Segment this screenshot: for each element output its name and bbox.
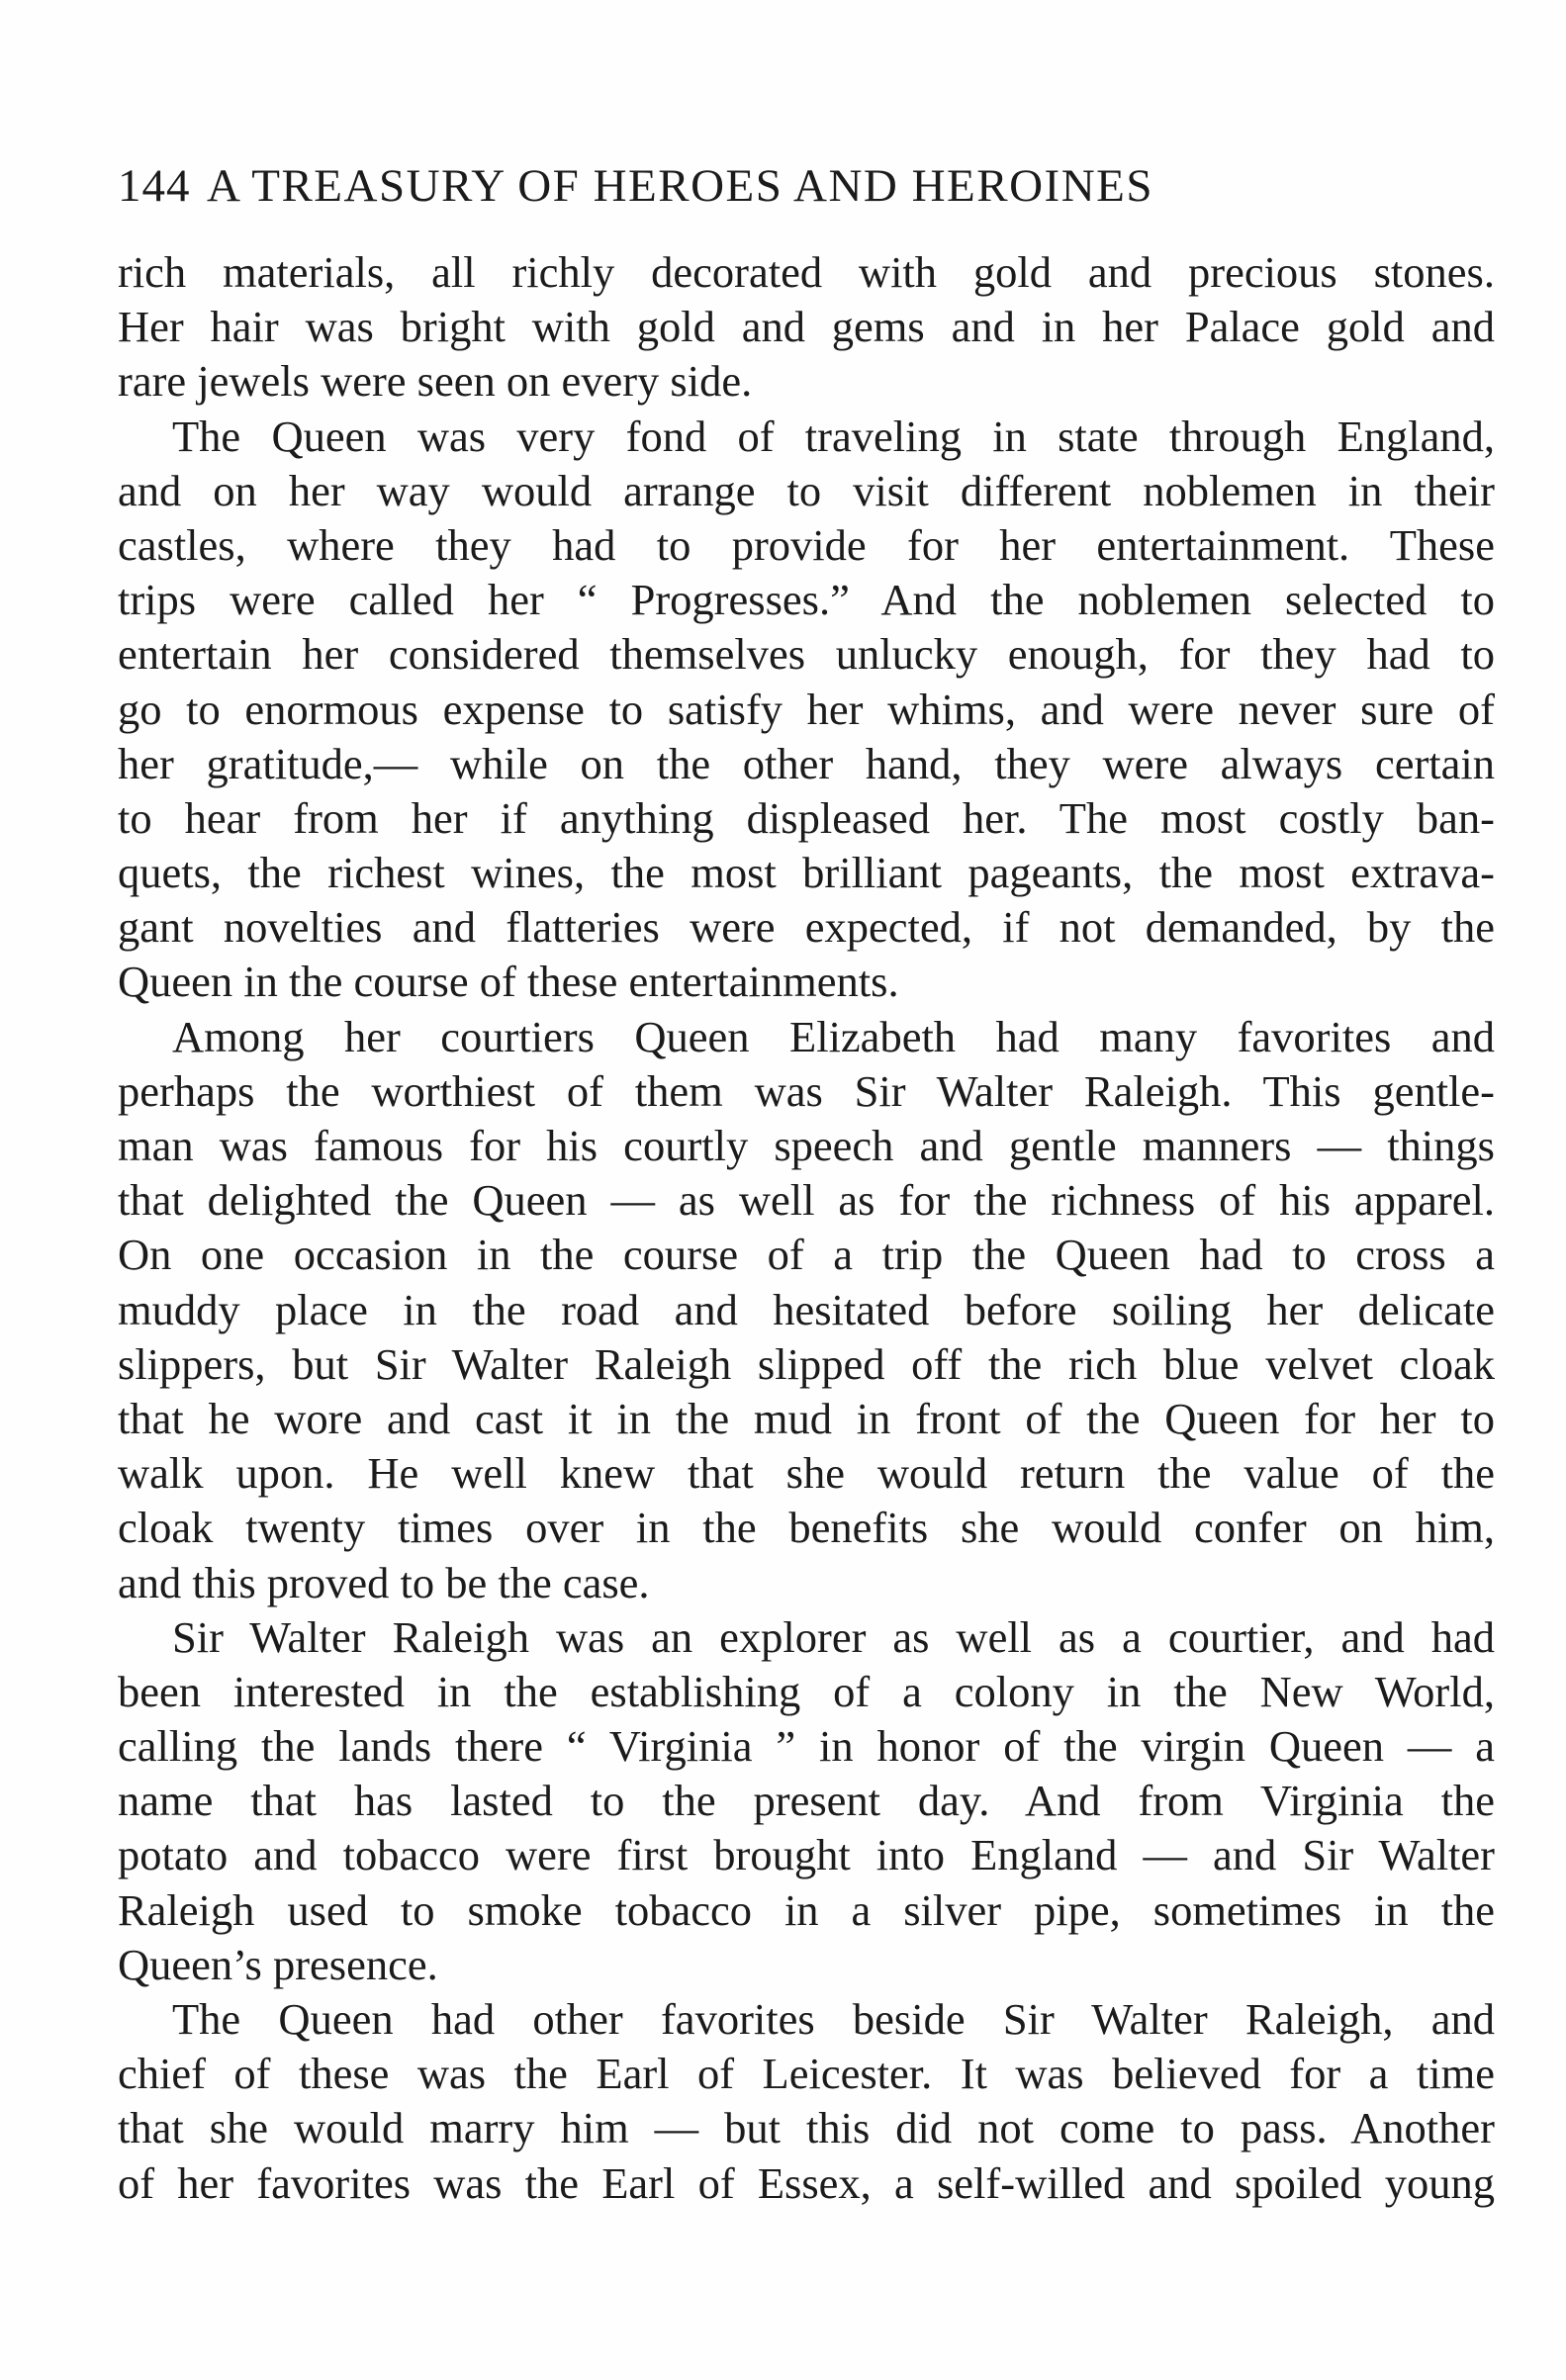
paragraph	[118, 1610, 1495, 1992]
text-line: trips were called her “ Progresses.” And the noblemen selected to	[118, 575, 1495, 625]
text-line: calling the lands there “ Virginia ” in honor of the virgin Queen — a	[118, 1721, 1495, 1772]
text-line: that he wore and cast it in the mud in front of the Queen for her to	[118, 1393, 1495, 1443]
text-line: and this proved to be the case.	[118, 1557, 650, 1607]
text-line: potato and tobacco were first brought into England — and Sir Walter	[118, 1830, 1495, 1880]
text-line: her gratitude,— while on the other hand, they were always certain	[118, 738, 1495, 788]
text-line: Sir Walter Raleigh was an explorer as well as a courtier, and had	[172, 1611, 1495, 1662]
text-line: and on her way would arrange to visit different noblemen in their	[118, 465, 1495, 515]
text-line: Raleigh used to smoke tobacco in a silver pipe, sometimes in the	[118, 1884, 1495, 1935]
text-line: of her favorites was the Earl of Essex, a self-willed and spoiled young	[118, 2157, 1495, 2208]
text-line: rich materials, all richly decorated with gold and precious stones.	[118, 247, 1495, 297]
text-line: been interested in the establishing of a colony in the New World,	[118, 1666, 1495, 1716]
text-line: cloak twenty times over in the benefits she would confer on him,	[118, 1503, 1495, 1553]
page-number: 144	[118, 160, 191, 212]
paragraph	[118, 1992, 1495, 2211]
text-line: perhaps the worthiest of them was Sir Walter Raleigh. This gentle-	[118, 1065, 1495, 1116]
running-title: A TREASURY OF HEROES AND HEROINES	[207, 160, 1153, 212]
text-line: name that has lasted to the present day. And from Virginia the	[118, 1776, 1495, 1826]
text-line: that delighted the Queen — as well as for the richness of his apparel.	[118, 1175, 1495, 1226]
text-line: Her hair was bright with gold and gems and in her Palace gold and	[118, 302, 1495, 352]
text-line: Queen in the course of these entertainments.	[118, 957, 899, 1007]
paragraph	[118, 1010, 1495, 1610]
text-line: chief of these was the Earl of Leicester. It was believed for a time	[118, 2049, 1495, 2099]
text-line: to hear from her if anything displeased her. The most costly ban-	[118, 792, 1495, 843]
text-line: The Queen had other favorites beside Sir Walter Raleigh, and	[172, 1994, 1495, 2044]
text-line: castles, where they had to provide for her entertainment. These	[118, 519, 1495, 570]
text-line: The Queen was very fond of traveling in state through England,	[172, 411, 1495, 461]
text-line: On one occasion in the course of a trip the Queen had to cross a	[118, 1230, 1495, 1280]
paragraph	[118, 245, 1495, 410]
text-line: rare jewels were seen on every side.	[118, 356, 753, 407]
paragraph	[118, 410, 1495, 1010]
text-line: man was famous for his courtly speech and gentle manners — things	[118, 1121, 1495, 1170]
text-line: that she would marry him — but this did not come to pass. Another	[118, 2103, 1495, 2153]
text-line: go to enormous expense to satisfy her whims, and were never sure of	[118, 684, 1495, 734]
body-text	[118, 245, 1495, 2211]
page-header	[118, 156, 1495, 216]
text-line: gant novelties and flatteries were expected, if not demanded, by the	[118, 902, 1495, 953]
text-line: muddy place in the road and hesitated before soiling her delicate	[118, 1284, 1495, 1334]
text-line: quets, the richest wines, the most brilliant pageants, the most extrava-	[118, 848, 1495, 898]
text-line: entertain her considered themselves unlucky enough, for they had to	[118, 629, 1495, 680]
text-line: walk upon. He well knew that she would return the value of the	[118, 1448, 1495, 1499]
text-line: Queen’s presence.	[118, 1939, 438, 1989]
text-line: slippers, but Sir Walter Raleigh slipped off the rich blue velvet cloak	[118, 1338, 1495, 1389]
text-line: Among her courtiers Queen Elizabeth had many favorites and	[172, 1011, 1495, 1061]
